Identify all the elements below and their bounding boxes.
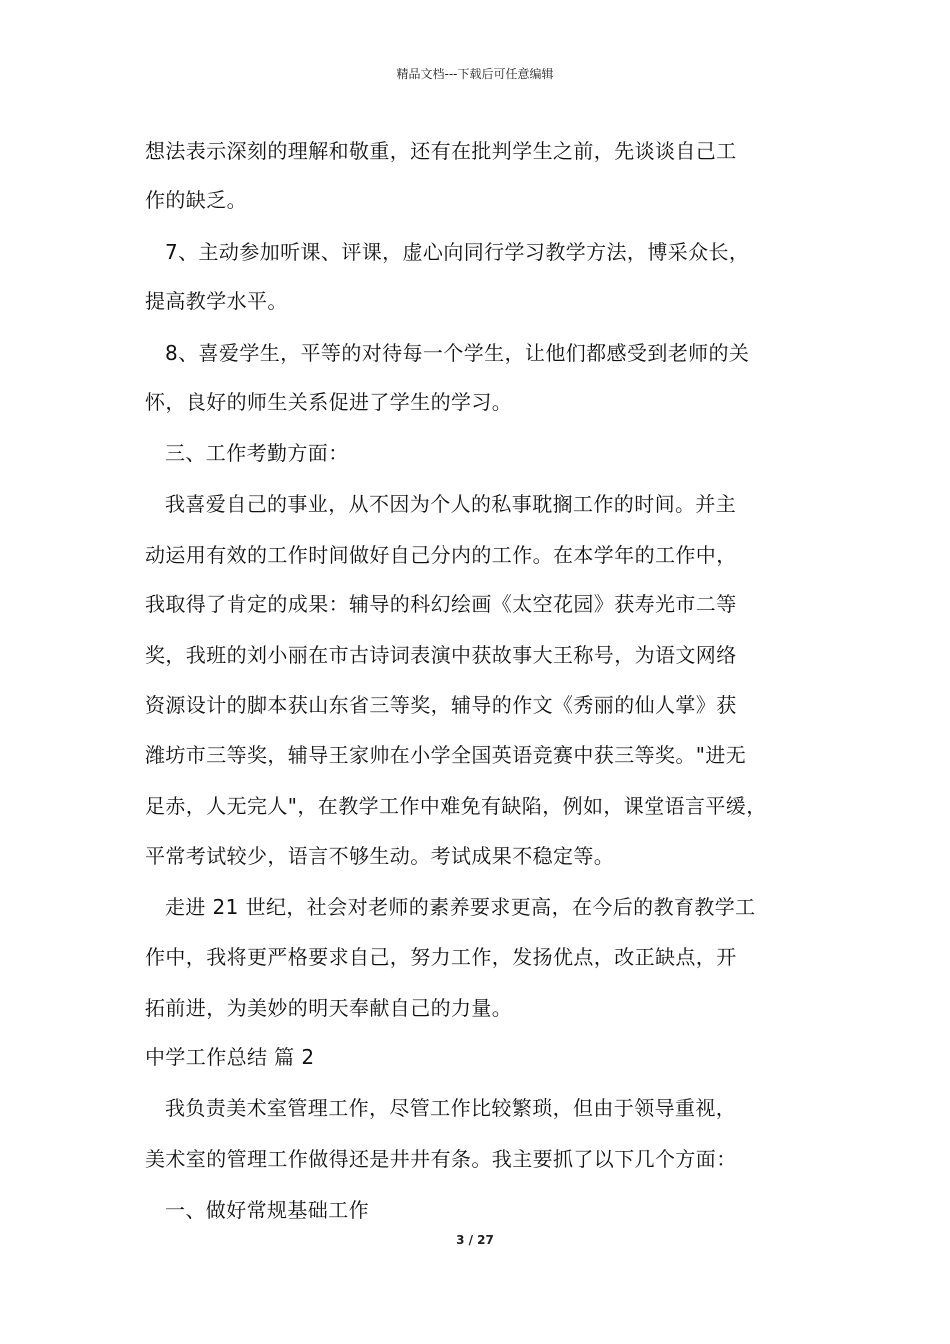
text-line: 平常考试较少，语言不够生动。考试成果不稳定等。 [145, 844, 615, 868]
text-line: 怀，良好的师生关系促进了学生的学习。 [145, 390, 513, 414]
text-line: 奖，我班的刘小丽在市古诗词表演中获故事大王称号，为语文网络 [145, 643, 737, 667]
text-line: 作中，我将更严格要求自己，努力工作，发扬优点，改正缺点，开 [145, 945, 737, 969]
text-line: 作的缺乏。 [145, 188, 247, 212]
text-line: 想法表示深刻的理解和敬重，还有在批判学生之前，先谈谈自己工 [145, 139, 737, 163]
page-header: 精品文档---下载后可任意编辑 [396, 67, 554, 81]
text-line: 动运用有效的工作时间做好自己分内的工作。在本学年的工作中， [145, 543, 737, 567]
page-number: 3 / 27 [456, 1233, 494, 1247]
text-line: 走进 21 世纪，社会对老师的素养要求更高，在今后的教育教学工 [165, 895, 756, 919]
text-line: 拓前进，为美妙的明天奉献自己的力量。 [145, 996, 513, 1020]
text-line: 美术室的管理工作做得还是井井有条。我主要抓了以下几个方面： [145, 1147, 737, 1171]
text-line: 7、主动参加听课、评课，虚心向同行学习教学方法，博采众长， [165, 240, 750, 264]
text-line: 资源设计的脚本获山东省三等奖，辅导的作文《秀丽的仙人掌》获 [145, 693, 737, 717]
text-line: 潍坊市三等奖，辅导王家帅在小学全国英语竞赛中获三等奖。"进无 [145, 743, 747, 767]
text-line: 提高教学水平。 [145, 289, 288, 313]
text-line: 足赤，人无完人"，在教学工作中难免有缺陷，例如，课堂语言平缓， [145, 794, 767, 818]
text-line: 8、喜爱学生，平等的对待每一个学生，让他们都感受到老师的关 [165, 341, 750, 365]
text-line: 我取得了肯定的成果：辅导的科幻绘画《太空花园》获寿光市二等 [145, 592, 737, 616]
text-line: 我喜爱自己的事业，从不因为个人的私事耽搁工作的时间。并主 [165, 492, 737, 516]
section-heading: 三、工作考勤方面： [165, 441, 349, 465]
text-line: 我负责美术室管理工作，尽管工作比较繁琐，但由于领导重视， [165, 1096, 737, 1120]
section-title: 中学工作总结 篇 2 [145, 1045, 315, 1069]
section-heading: 一、做好常规基础工作 [165, 1198, 369, 1222]
